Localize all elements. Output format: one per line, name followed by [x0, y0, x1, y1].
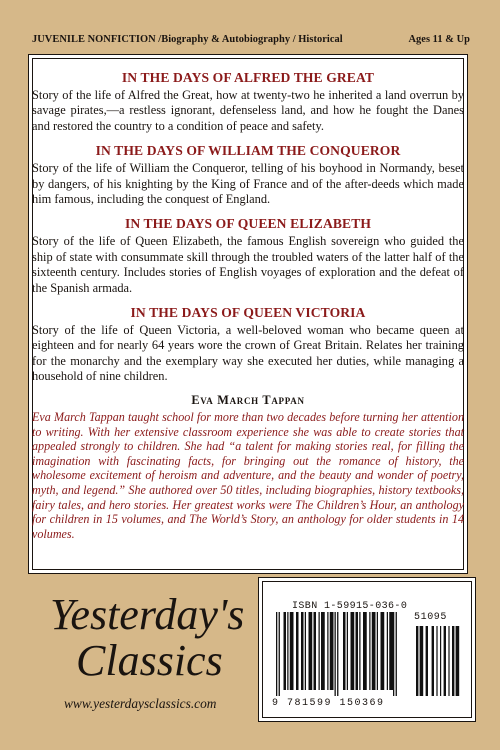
book-entry — [32, 305, 464, 385]
category-label: JUVENILE NONFICTION /Biography & Autobiography / Historical — [32, 34, 343, 45]
book-description: Story of the life of William the Conqueror, telling of his boyhood in Normandy, beset by dangers, of his knighting by the King of France and of the after-deeds which made him famous, including the conquest of England. — [32, 161, 464, 207]
author-section — [32, 393, 464, 542]
category-line — [32, 34, 470, 45]
publisher-logo — [50, 590, 245, 685]
publisher-url: www.yesterdaysclassics.com — [64, 696, 217, 711]
logo-line-2: Classics — [76, 636, 223, 685]
book-title: IN THE DAYS OF QUEEN VICTORIA — [130, 305, 366, 321]
book-description: Story of the life of Queen Elizabeth, the famous English sovereign who guided the ship of state with consummate skill through the troubled waters of the latter half of the sixteenth century. Includes stories of English voyages of exploration and the defeat of the Spanish armada. — [32, 234, 464, 295]
description-content — [32, 70, 464, 541]
book-entry — [32, 216, 464, 296]
barcode-image — [270, 612, 466, 698]
book-description: Story of the life of Alfred the Great, how at twenty-two he inherited a land overrun by savage pirates,—a restless ignorant, defenseless land, and how he fought the Danes and restored the country to a condition of peace and safety. — [32, 88, 464, 133]
book-entry — [32, 143, 464, 207]
ean-number: 9 781599 150369 — [272, 698, 385, 709]
book-title: IN THE DAYS OF ALFRED THE GREAT — [121, 70, 375, 85]
logo-line-1: Yesterday's — [50, 590, 245, 639]
addon-bars — [416, 626, 459, 696]
book-description: Story of the life of Queen Victoria, a well-beloved woman who became queen at eighteen and for nearly 64 years wore the crown of Great Britain. Relates her training for the monarchy and the exemplary way she executed her duties, while managing a household of nine children. — [32, 323, 464, 384]
ean-bars — [276, 612, 397, 696]
ages-label: Ages 11 & Up — [408, 34, 470, 45]
book-title: IN THE DAYS OF WILLIAM THE CONQUEROR — [95, 143, 401, 159]
isbn-label: ISBN 1-59915-036-0 — [292, 601, 408, 612]
book-entry — [32, 70, 464, 134]
price-code: 51095 — [414, 612, 448, 623]
author-name: Eva March Tappan — [191, 392, 305, 407]
book-title: IN THE DAYS OF QUEEN ELIZABETH — [124, 216, 372, 232]
author-bio: Eva March Tappan taught school for more than two decades before turning her attention to writing. With her extensive classroom experience she was able to create stories that appealed strongly to children. She had “a talent for making stories real, for filling the imagination with fascinating facts, for bringing out the romance of history, the wholesome excitement of heroism and adventure, and the beauty and wonder of poetry, myth, and legend.” She authored over 50 titles, including biographies, history textbooks, fairy tales, and hero stories. Her greatest works were The Children’s Hour, an anthology for children in 15 volumes, and The World’s Story, an anthology for older students in 14 volumes. — [32, 410, 464, 541]
